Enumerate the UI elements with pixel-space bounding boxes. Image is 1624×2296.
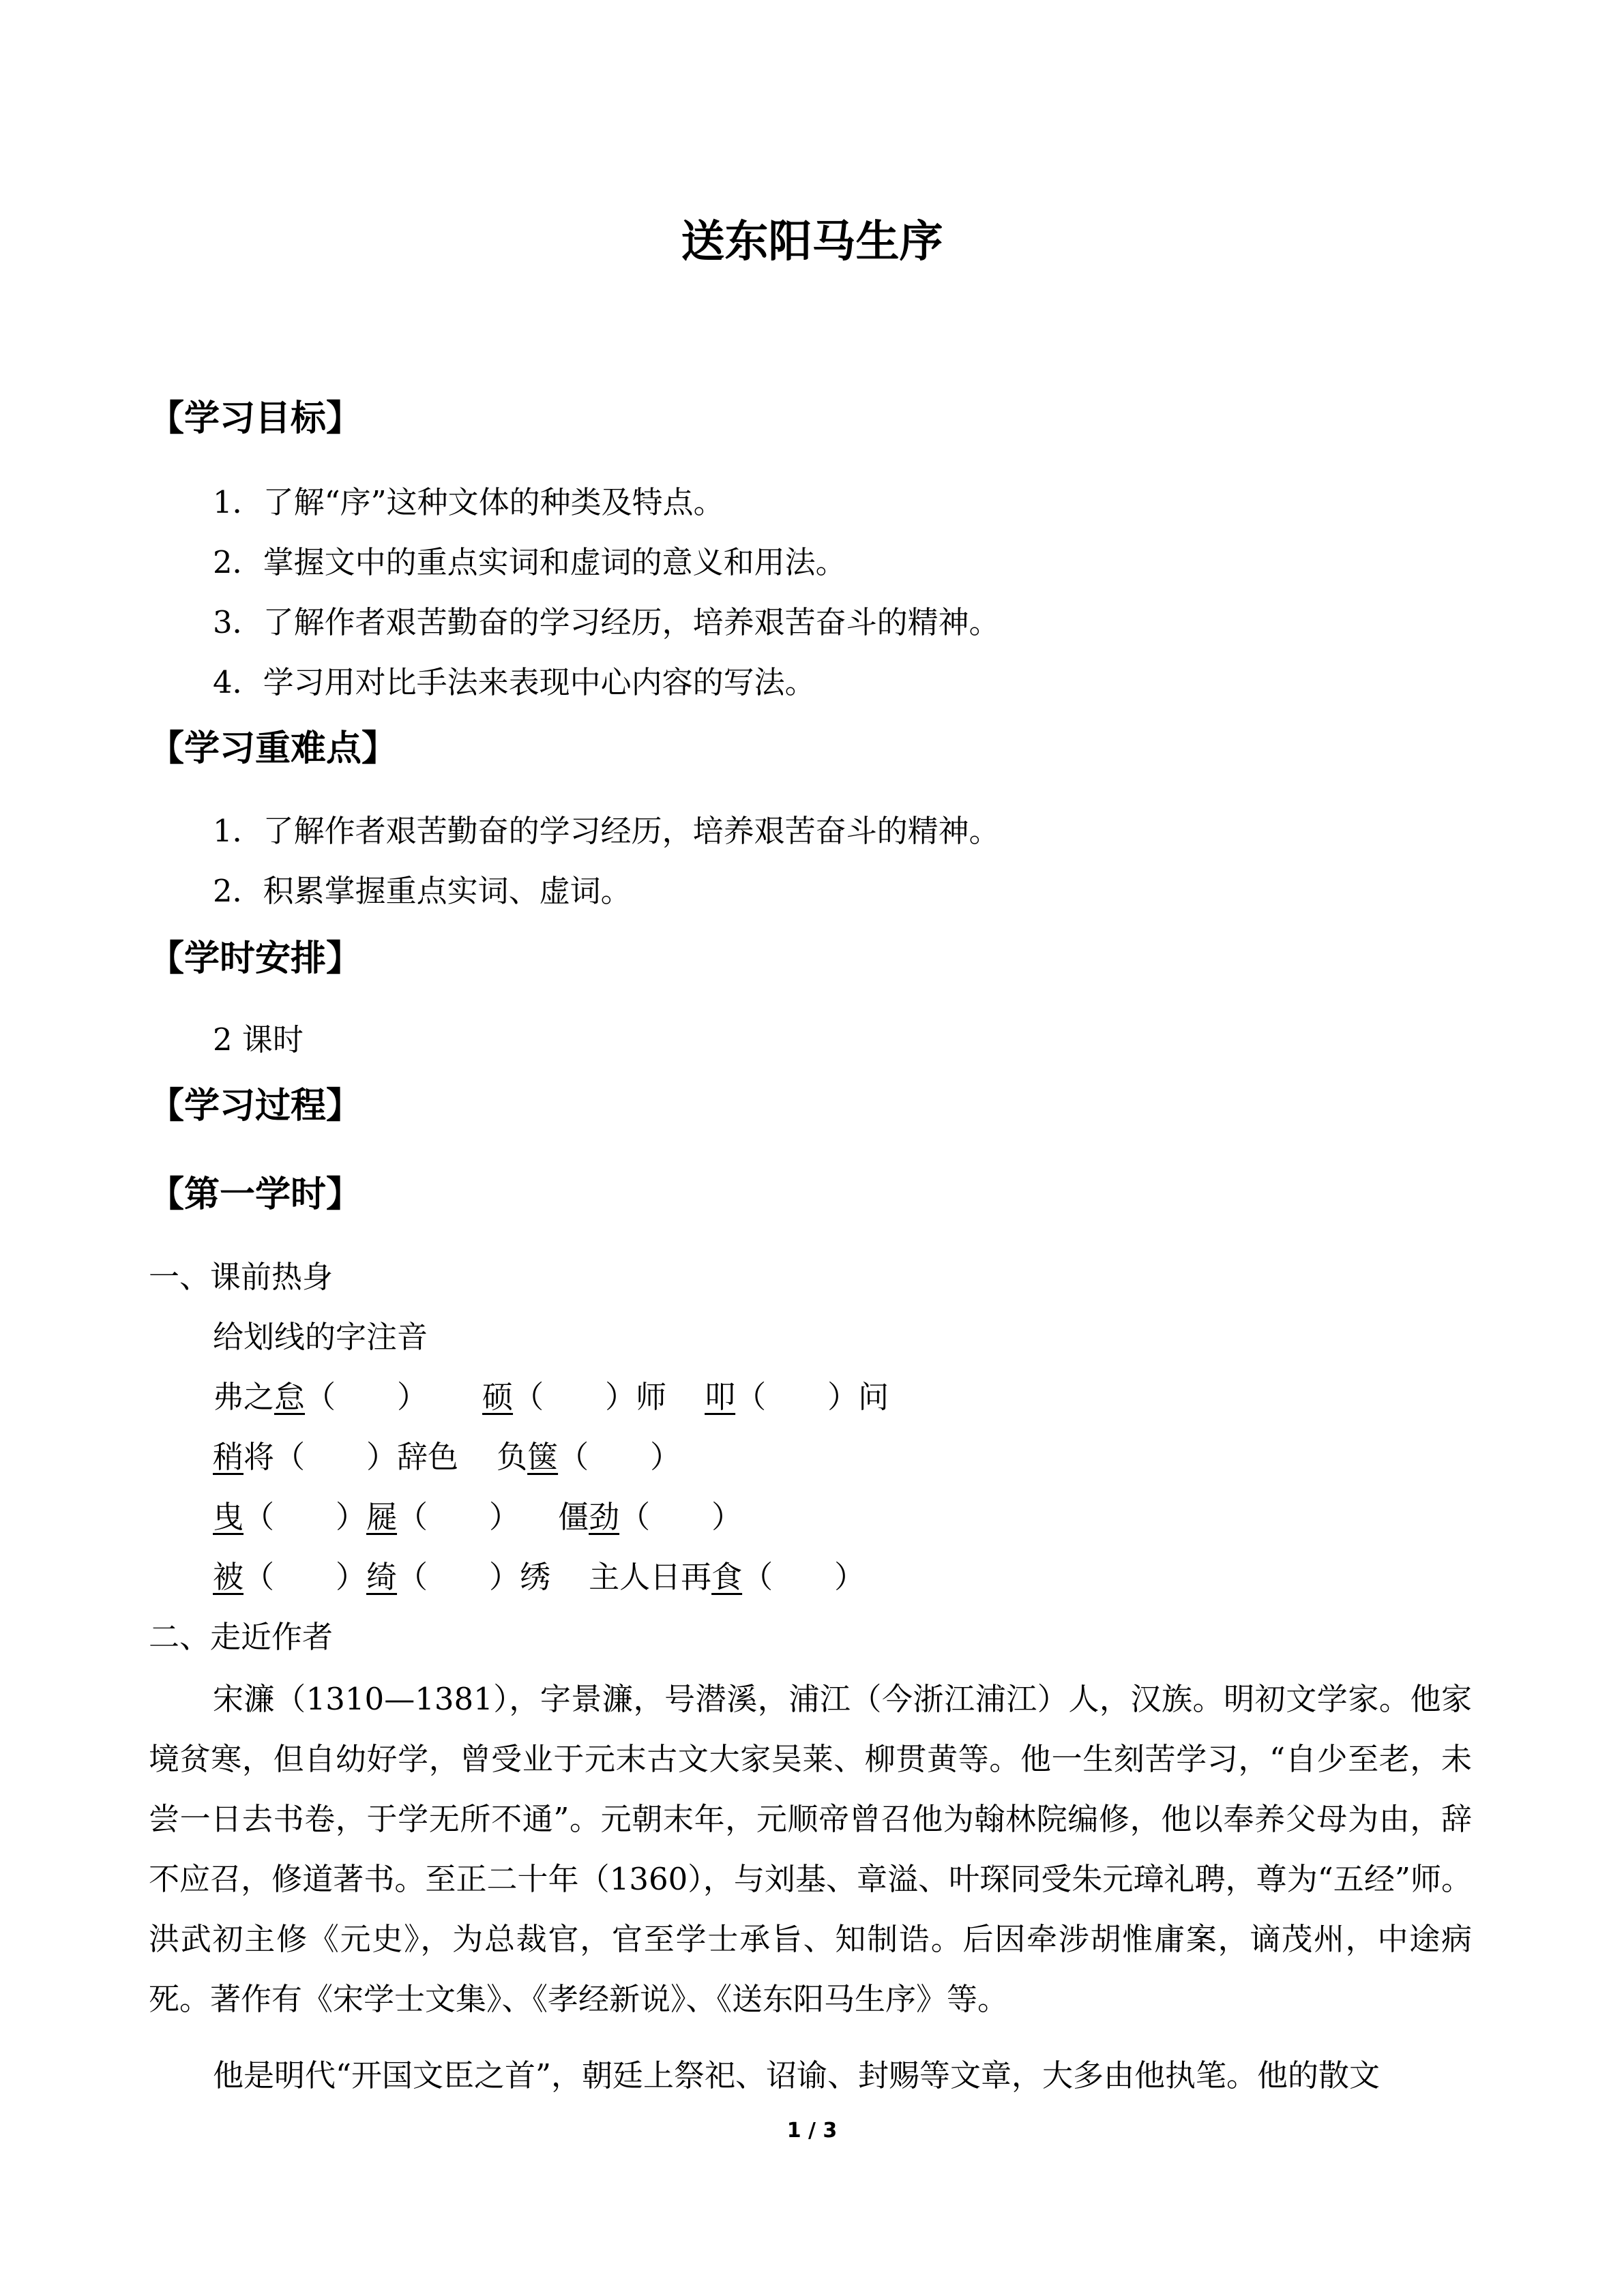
pinyin-row-1: [213, 1373, 889, 1421]
word-text: 主人日再: [589, 1559, 712, 1595]
answer-blank[interactable]: （ ）: [243, 1499, 367, 1535]
answer-blank[interactable]: （ ）: [274, 1439, 398, 1475]
underlined-char: 曳: [213, 1499, 244, 1535]
answer-blank[interactable]: （ ）: [243, 1559, 367, 1595]
answer-blank[interactable]: （ ）: [513, 1379, 636, 1415]
page-title: 送东阳马生序: [681, 217, 943, 267]
warmup-instruction: 给划线的字注音: [213, 1319, 428, 1355]
warmup-title: 一、课前热身: [149, 1259, 334, 1295]
underlined-char: 屣: [366, 1499, 398, 1535]
answer-blank[interactable]: （ ）: [742, 1559, 866, 1595]
heading-schedule: 【学时安排】: [149, 938, 362, 979]
underlined-char: 被: [213, 1559, 244, 1595]
word-text: 将: [243, 1439, 275, 1475]
page-number: 1 / 3: [786, 2119, 838, 2143]
underlined-char: 叩: [705, 1379, 736, 1415]
goal-item-2: 2．掌握文中的重点实词和虚词的意义和用法。: [213, 544, 846, 580]
pinyin-row-2: [213, 1433, 681, 1481]
answer-blank[interactable]: （ ）: [397, 1559, 520, 1595]
heading-key-points: 【学习重难点】: [149, 728, 398, 769]
key-point-item-1: 1．了解作者艰苦勤奋的学习经历，培养艰苦奋斗的精神。: [213, 813, 1000, 849]
author-paragraph-2: 他是明代“开国文臣之首”，朝廷上祭祀、诏谕、封赐等文章，大多由他执笔。他的散文: [213, 2057, 1381, 2093]
author-title: 二、走近作者: [149, 1619, 334, 1655]
key-point-item-2: 2．积累掌握重点实词、虚词。: [213, 873, 632, 909]
goal-item-3: 3．了解作者艰苦勤奋的学习经历，培养艰苦奋斗的精神。: [213, 604, 1000, 640]
word-text: 绣: [520, 1559, 551, 1595]
underlined-char: 劲: [589, 1499, 620, 1535]
underlined-char: 怠: [274, 1379, 306, 1415]
heading-first-lesson: 【第一学时】: [149, 1174, 362, 1215]
word-text: 辞色: [397, 1439, 459, 1475]
heading-learning-goals: 【学习目标】: [149, 398, 362, 439]
underlined-char: 箧: [527, 1439, 559, 1475]
answer-blank[interactable]: （ ）: [558, 1439, 681, 1475]
word-text: 问: [858, 1379, 889, 1415]
author-paragraph-1: 宋濂（1310—1381），字景濂，号潜溪，浦江（今浙江浦江）人，汉族。明初文学家。他家境贫寒，但自幼好学，曾受业于元末古文大家吴莱、柳贯黄等。他一生刻苦学习，“自少至老，未尝一日去书卷，于学无所不通”。元朝末年，元顺帝曾召他为翰林院编修，他以奉养父母为由，辞不应召，修道著书。至正二十年（1360），与刘基、章溢、叶琛同受朱元璋礼聘，尊为“五经”师。洪武初主修《元史》，为总裁官，官至学士承旨、知制诰。后因牵涉胡惟庸案，谪茂州，中途病死。著作有《宋学士文集》、《孝经新说》、《送东阳马生序》等。: [149, 1681, 1472, 2017]
pinyin-row-4: [213, 1553, 865, 1601]
word-text: 弗之: [213, 1379, 275, 1415]
answer-blank[interactable]: （ ）: [397, 1499, 520, 1535]
underlined-char: 食: [711, 1559, 743, 1595]
goal-item-1: 1．了解“序”这种文体的种类及特点。: [213, 484, 724, 520]
word-text: 师: [636, 1379, 667, 1415]
answer-blank[interactable]: （ ）: [735, 1379, 859, 1415]
heading-learning-process: 【学习过程】: [149, 1086, 362, 1127]
goal-item-4: 4．学习用对比手法来表现中心内容的写法。: [213, 664, 816, 700]
answer-blank[interactable]: （ ）: [619, 1499, 743, 1535]
schedule-text: 2 课时: [213, 1022, 304, 1058]
underlined-char: 硕: [482, 1379, 514, 1415]
underlined-char: 稍: [213, 1439, 244, 1475]
answer-blank[interactable]: （ ）: [305, 1379, 428, 1415]
word-text: 负: [497, 1439, 528, 1475]
pinyin-row-3: [213, 1493, 742, 1541]
underlined-char: 绮: [366, 1559, 398, 1595]
word-text: 僵: [558, 1499, 589, 1535]
